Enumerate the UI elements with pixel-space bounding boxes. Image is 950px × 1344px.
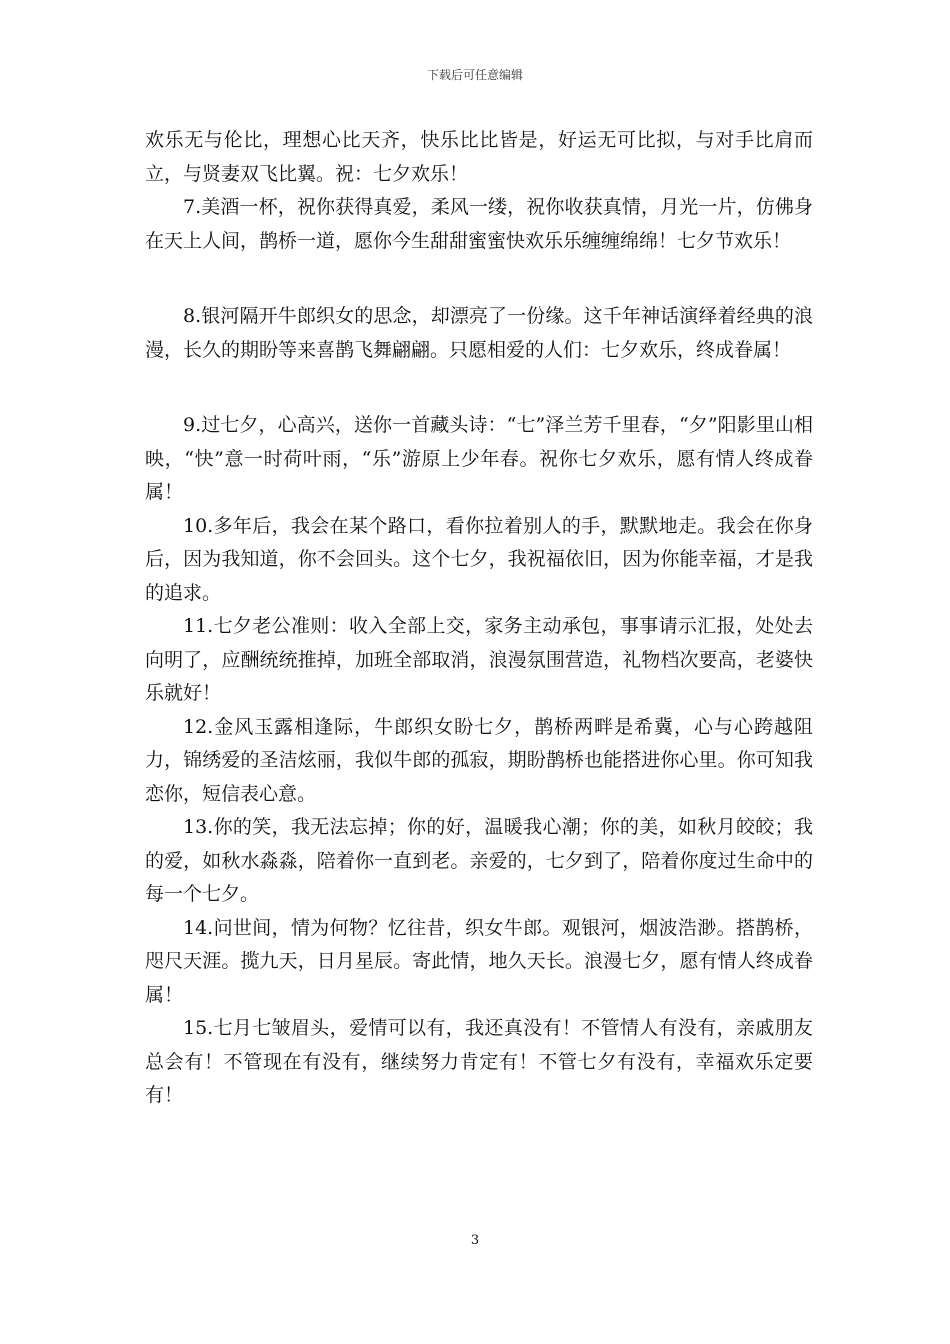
page-header: 下载后可任意编辑	[426, 68, 523, 82]
page-number: 3	[470, 1233, 480, 1248]
paragraph-7: 7.美酒一杯，祝你获得真爱，柔风一缕，祝你收获真情，月光一片，仿佛身在天上人间，鹊桥一道，愿你今生甜甜蜜蜜快欢乐乐缠缠绵绵！七夕节欢乐！	[145, 196, 813, 252]
paragraph-12: 12.金风玉露相逢际，牛郎织女盼七夕，鹊桥两畔是希冀，心与心跨越阻力，锦绣爱的圣洁炫丽，我似牛郎的孤寂，期盼鹊桥也能搭进你心里。你可知我恋你，短信表心意。	[145, 715, 813, 805]
paragraph-8: 8.银河隔开牛郎织女的思念，却漂亮了一份缘。这千年神话演绎着经典的浪漫，长久的期盼等来喜鹊飞舞翩翩。只愿相爱的人们：七夕欢乐，终成眷属！	[145, 305, 813, 361]
paragraph-11: 11.七夕老公准则：收入全部上交，家务主动承包，事事请示汇报，处处去向明了，应酬统统推掉，加班全部取消，浪漫氛围营造，礼物档次要高，老婆快乐就好！	[145, 615, 813, 704]
paragraph-15: 15.七月七皱眉头，爱情可以有，我还真没有！不管情人有没有，亲戚朋友总会有！不管现在有没有，继续努力肯定有！不管七夕有没有，幸福欢乐定要有！	[145, 1017, 813, 1106]
paragraph-10: 10.多年后，我会在某个路口，看你拉着别人的手，默默地走。我会在你身后，因为我知道，你不会回头。这个七夕，我祝福依旧，因为你能幸福，才是我的追求。	[145, 514, 813, 604]
paragraph-continuation: 欢乐无与伦比，理想心比天齐，快乐比比皆是，好运无可比拟，与对手比肩而立，与贤妻双飞比翼。祝：七夕欢乐！	[145, 129, 813, 185]
body-text	[145, 124, 813, 1113]
paragraph-14: 14.问世间，情为何物？忆往昔，织女牛郎。观银河，烟波浩渺。搭鹊桥，咫尺天涯。揽九天，日月星辰。寄此情，地久天长。浪漫七夕，愿有情人终成眷属！	[145, 916, 813, 1006]
paragraph-13: 13.你的笑，我无法忘掉；你的好，温暖我心潮；你的美，如秋月皎皎；我的爱，如秋水淼淼，陪着你一直到老。亲爱的，七夕到了，陪着你度过生命中的每一个七夕。	[145, 816, 813, 905]
blank-line	[145, 258, 813, 300]
blank-line	[145, 367, 813, 409]
paragraph-9: 9.过七夕，心高兴，送你一首藏头诗：“七”泽兰芳千里春，“夕”阳影里山相映，“快”意一时荷叶雨，“乐”游原上少年春。祝你七夕欢乐，愿有情人终成眷属！	[145, 414, 813, 503]
